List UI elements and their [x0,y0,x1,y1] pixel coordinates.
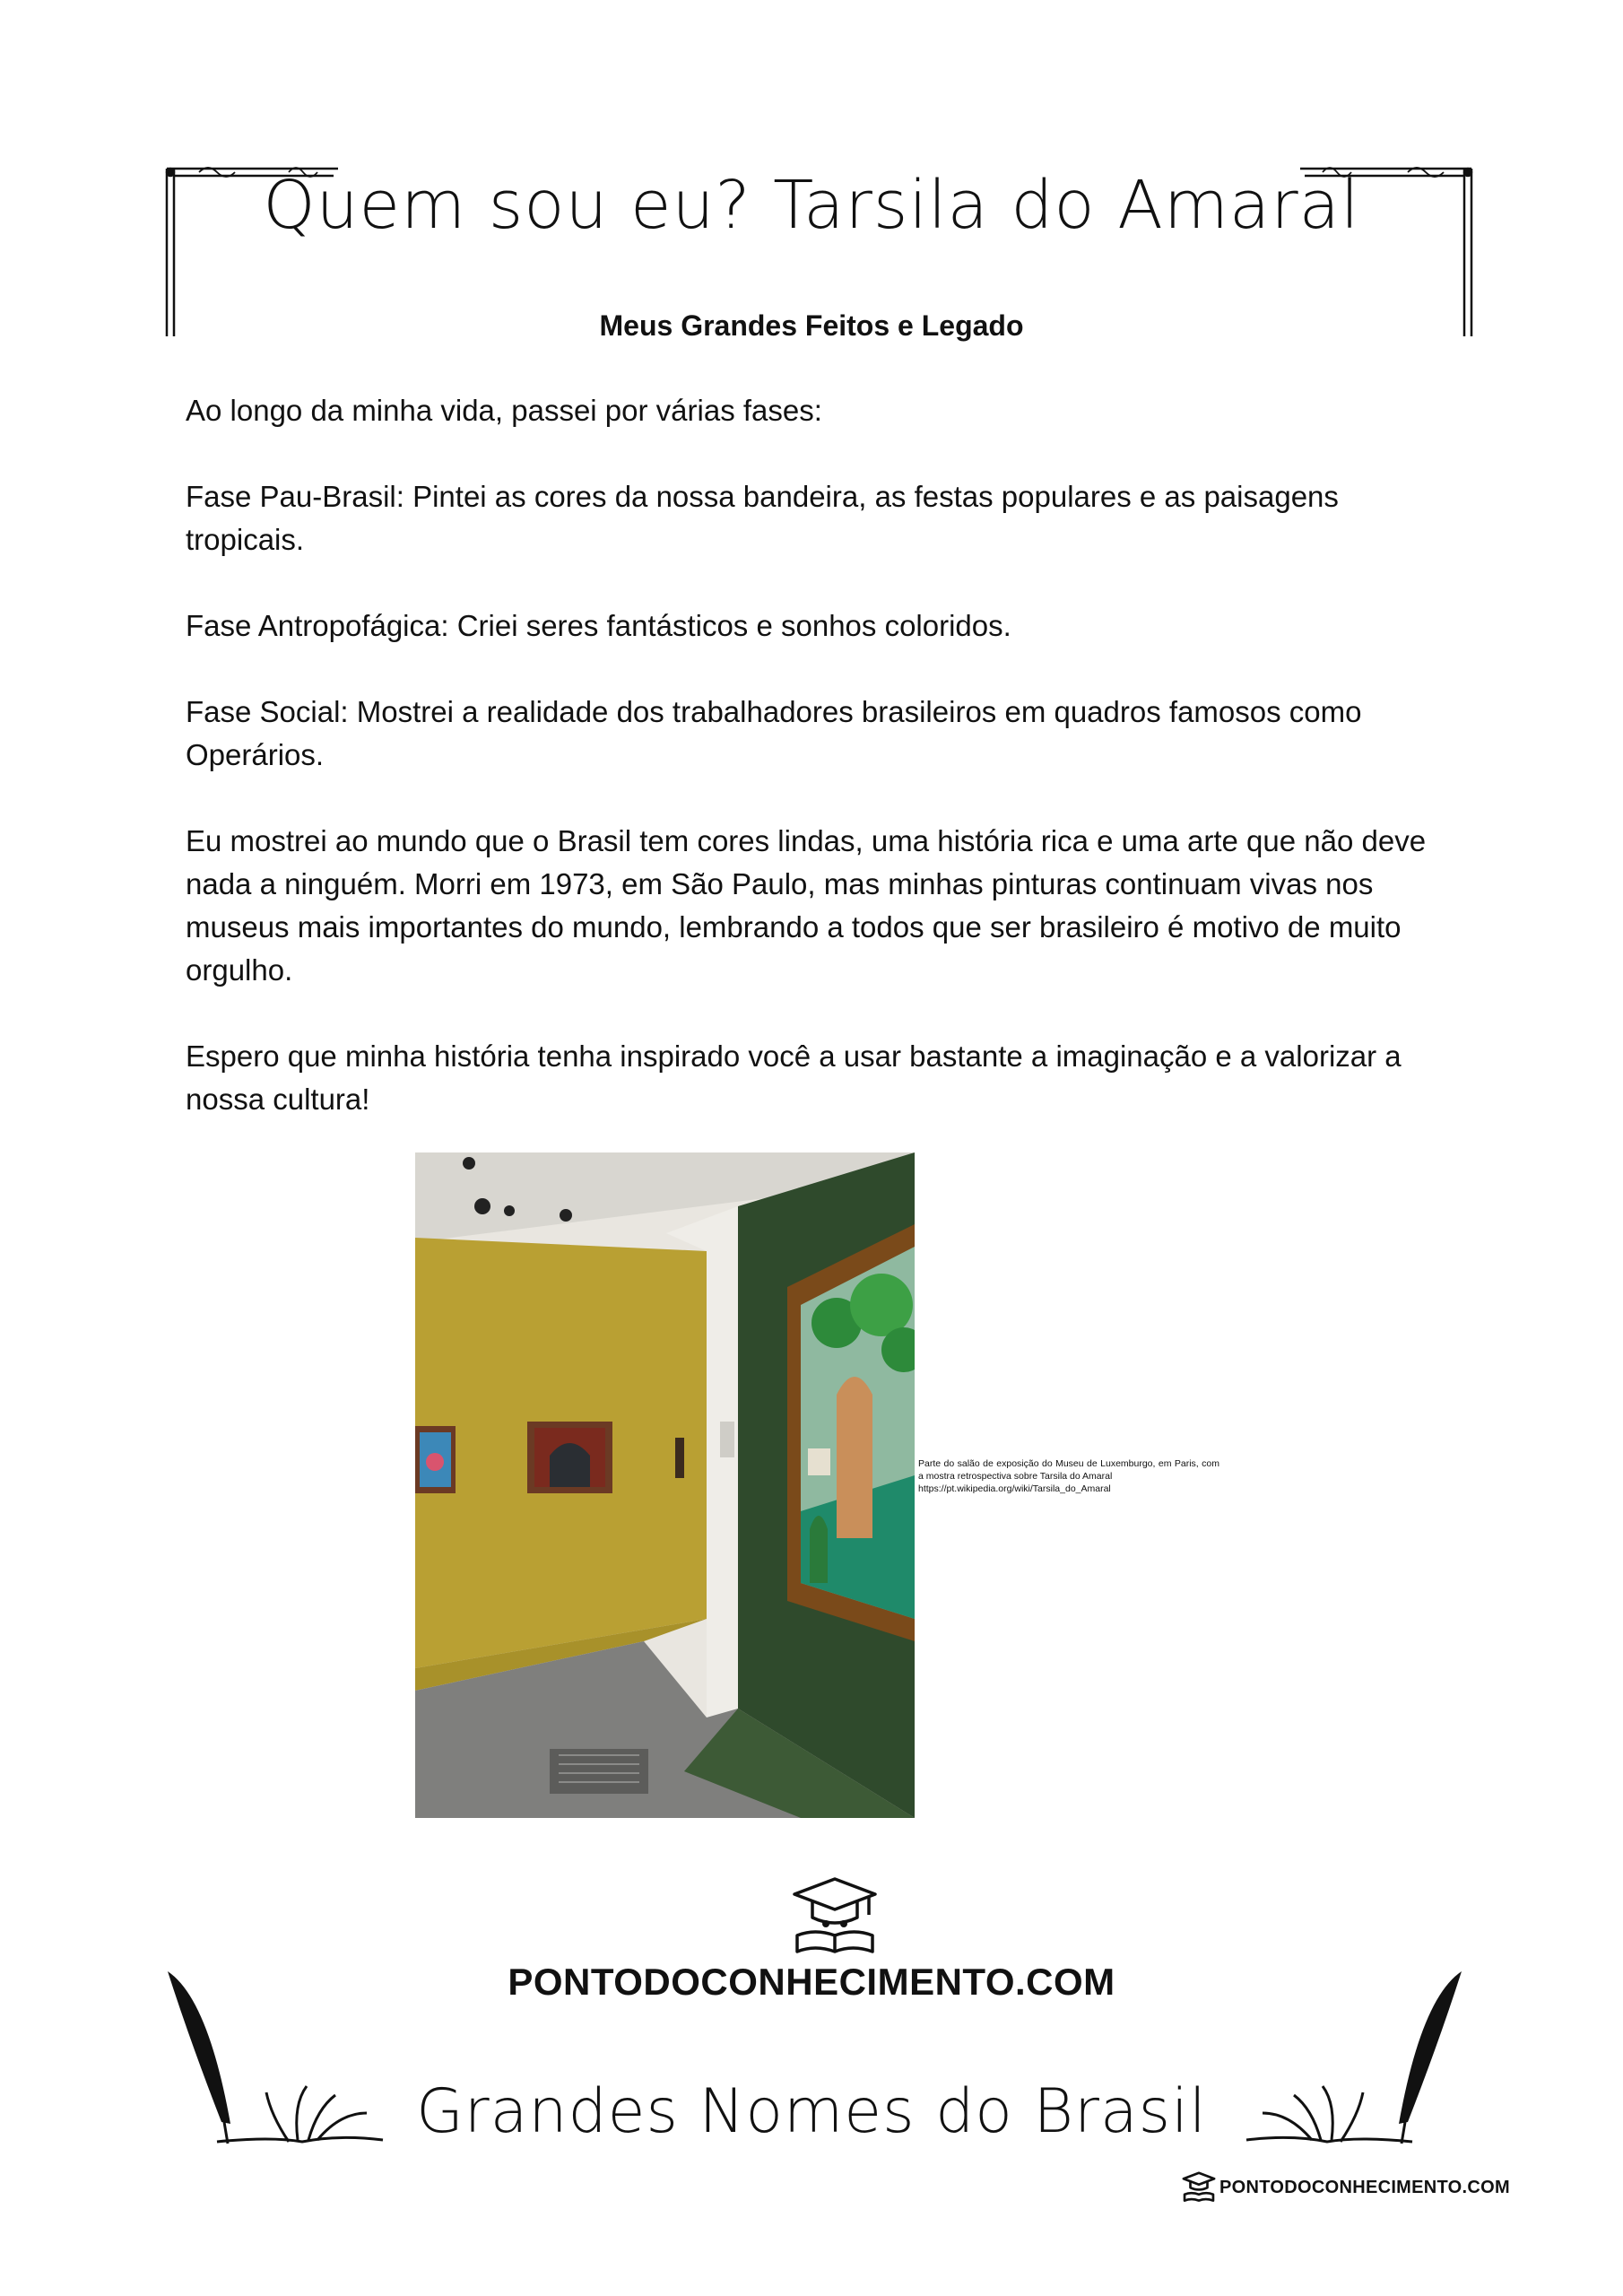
paragraph-antropofagica: Fase Antropofágica: Criei seres fantásticos e sonhos coloridos. [186,609,1011,642]
paragraph-legacy: Eu mostrei ao mundo que o Brasil tem cores lindas, uma história rica e uma arte que não deve nada a ninguém. Morri em 1973, em São Paulo, mas minhas pinturas continuam vivas nos museus mais importantes do mundo, lembrando a todos que ser brasileiro é motivo de muito orgulho. [186,824,1427,987]
paragraph-social: Fase Social: Mostrei a realidade dos trabalhadores brasileiros em quadros famosos como Operários. [186,695,1362,771]
photo-source-link[interactable]: https://pt.wikipedia.org/wiki/Tarsila_do_Amaral [918,1483,1111,1494]
site-name-small: PONTODOCONHECIMENTO.COM [1219,2178,1510,2197]
body-text [186,389,1459,1164]
graduation-cap-book-icon [790,1874,880,1955]
graduation-cap-book-small-icon [1182,2170,1216,2203]
paragraph-intro: Ao longo da minha vida, passei por várias fases: [186,394,822,427]
photo-caption-text: Parte do salão de exposição do Museu de Luxemburgo, em Paris, com a mostra retrospectiva sobre Tarsila do Amaral [918,1458,1219,1482]
photo-caption [918,1457,1219,1495]
series-title: Grandes Nomes do Brasil [416,2076,1207,2147]
museum-exhibition-photo [415,1152,915,1818]
site-name: PONTODOCONHECIMENTO.COM [508,1961,1115,2003]
paragraph-pau-brasil: Fase Pau-Brasil: Pintei as cores da nossa bandeira, as festas populares e as paisagens tropicais. [186,480,1339,556]
section-subtitle: Meus Grandes Feitos e Legado [599,309,1024,342]
page-title: Quem sou eu? Tarsila do Amaral [263,167,1360,244]
paragraph-closing: Espero que minha história tenha inspirado você a usar bastante a imaginação e a valorizar a nossa cultura! [186,1039,1402,1116]
